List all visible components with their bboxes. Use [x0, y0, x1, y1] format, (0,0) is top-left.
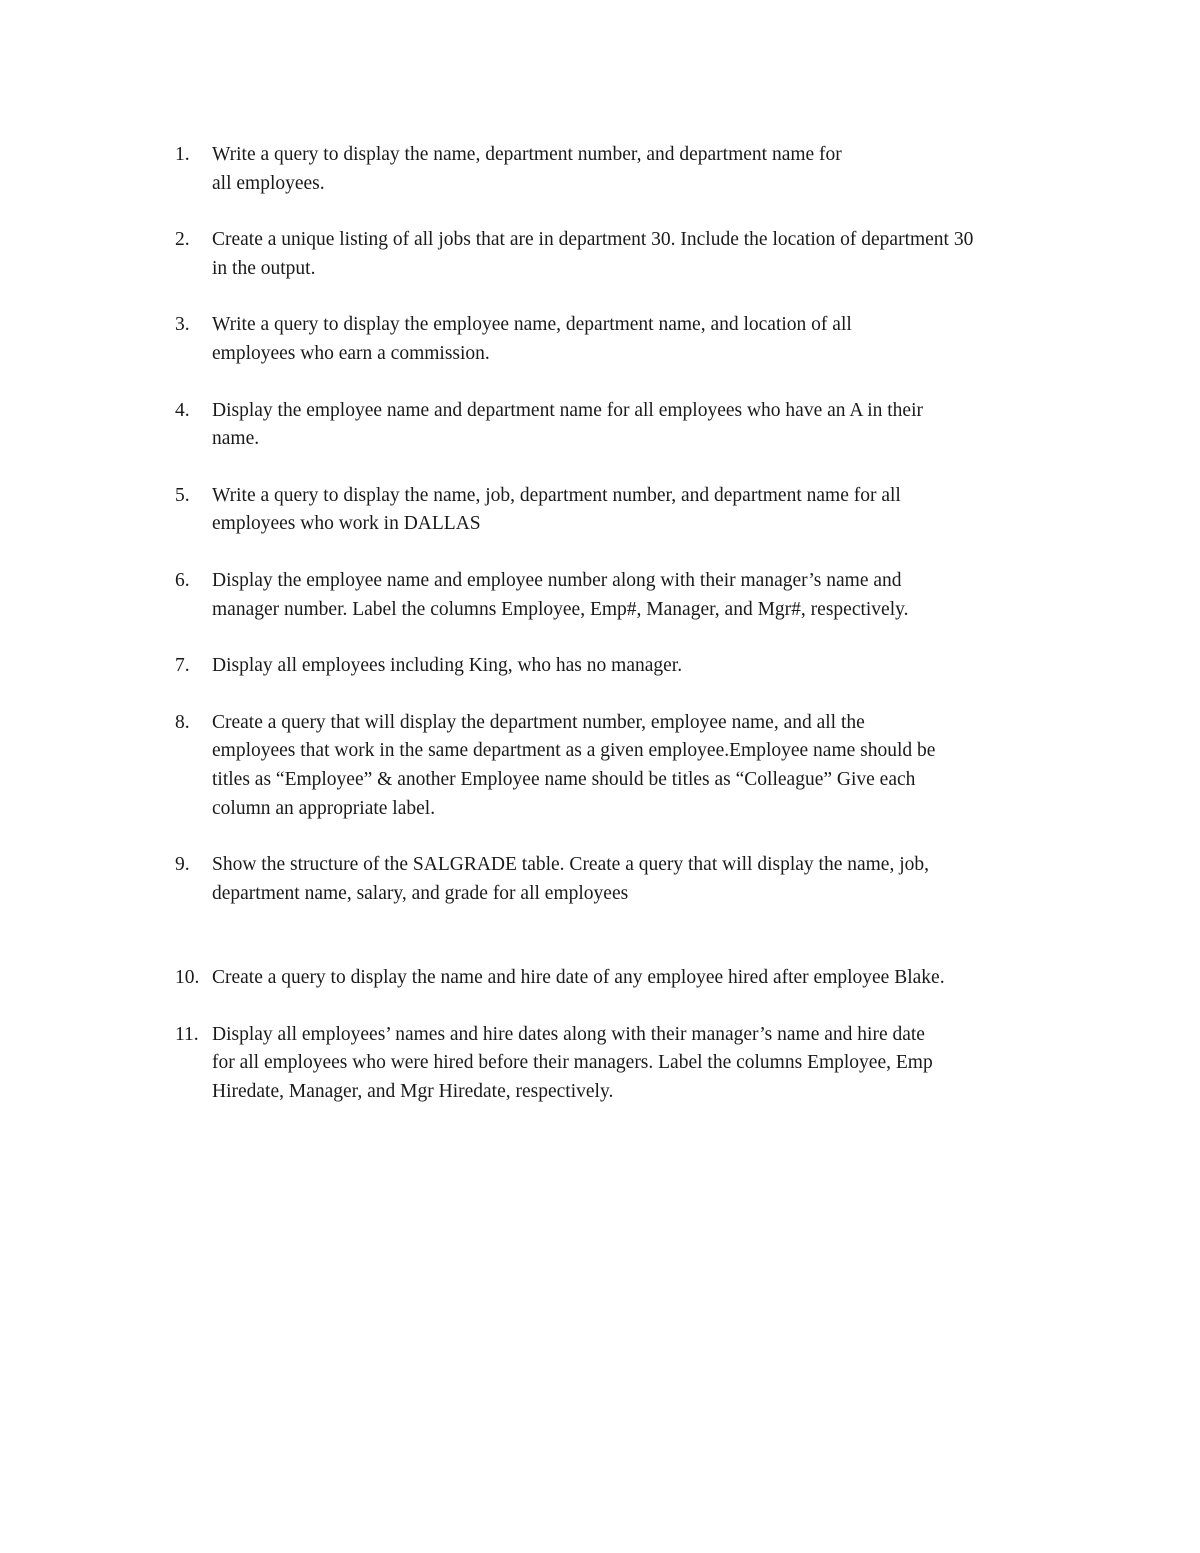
question-line: Hiredate, Manager, and Mgr Hiredate, respectively. [212, 1081, 614, 1103]
question-line: in the output. [212, 257, 316, 279]
question-text [212, 709, 1075, 823]
question-item-10 [175, 964, 1075, 993]
question-item-6 [175, 567, 1075, 624]
question-line: Display all employees’ names and hire dates along with their manager’s name and hire date [212, 1023, 925, 1045]
question-line: Create a query to display the name and hire date of any employee hired after employee Blake. [212, 967, 945, 989]
question-line: Write a query to display the name, job, department number, and department name for all [212, 484, 901, 506]
question-item-5 [175, 482, 1075, 539]
question-line: Show the structure of the SALGRADE table. Create a query that will display the name, job, [212, 854, 929, 876]
question-text [212, 567, 1075, 624]
question-number: 5. [175, 484, 190, 506]
question-text [212, 141, 1075, 198]
question-item-9 [175, 851, 1075, 908]
question-line: column an appropriate label. [212, 797, 436, 819]
question-line: titles as “Employee” & another Employee name should be titles as “Colleague” Give each [212, 768, 916, 790]
question-line: employees that work in the same department as a given employee.Employee name should be [212, 740, 936, 762]
question-text [212, 851, 1075, 908]
question-line: for all employees who were hired before their managers. Label the columns Employee, Emp [212, 1052, 933, 1074]
question-line: department name, salary, and grade for all employees [212, 882, 629, 904]
question-number: 10. [175, 967, 200, 989]
question-number: 9. [175, 854, 190, 876]
question-line: employees who work in DALLAS [212, 513, 481, 535]
question-line: Create a unique listing of all jobs that are in department 30. Include the location of department 30 [212, 229, 974, 251]
question-text [212, 1021, 1075, 1107]
question-item-1 [175, 141, 1075, 198]
question-line: employees who earn a commission. [212, 342, 490, 364]
question-list [175, 141, 1075, 1135]
question-text [212, 397, 1075, 454]
question-number: 3. [175, 314, 190, 336]
question-item-11 [175, 1021, 1075, 1107]
question-number: 6. [175, 569, 190, 591]
question-number: 1. [175, 144, 190, 165]
question-number: 7. [175, 655, 190, 677]
question-item-3 [175, 311, 1075, 368]
question-line: Create a query that will display the department number, employee name, and all the [212, 711, 865, 733]
question-line: Display the employee name and department name for all employees who have an A in their [212, 399, 923, 421]
question-text [212, 311, 1075, 368]
question-number: 2. [175, 229, 190, 251]
question-line: manager number. Label the columns Employee, Emp#, Manager, and Mgr#, respectively. [212, 598, 909, 620]
question-line: name. [212, 428, 260, 450]
question-number: 8. [175, 711, 190, 733]
question-item-7 [175, 652, 1075, 681]
question-line: Write a query to display the employee name, department name, and location of all [212, 314, 852, 336]
question-line: all employees. [212, 172, 325, 194]
question-text [212, 226, 1075, 283]
question-text [212, 482, 1075, 539]
question-line: Display the employee name and employee number along with their manager’s name and [212, 569, 902, 591]
question-item-2 [175, 226, 1075, 283]
question-item-4 [175, 397, 1075, 454]
question-number: 11. [175, 1023, 199, 1045]
question-text [212, 964, 1075, 993]
question-item-8 [175, 709, 1075, 823]
question-line: Write a query to display the name, department number, and department name for [212, 144, 842, 165]
question-number: 4. [175, 399, 190, 421]
question-line: Display all employees including King, who has no manager. [212, 655, 683, 677]
question-text [212, 652, 1075, 681]
